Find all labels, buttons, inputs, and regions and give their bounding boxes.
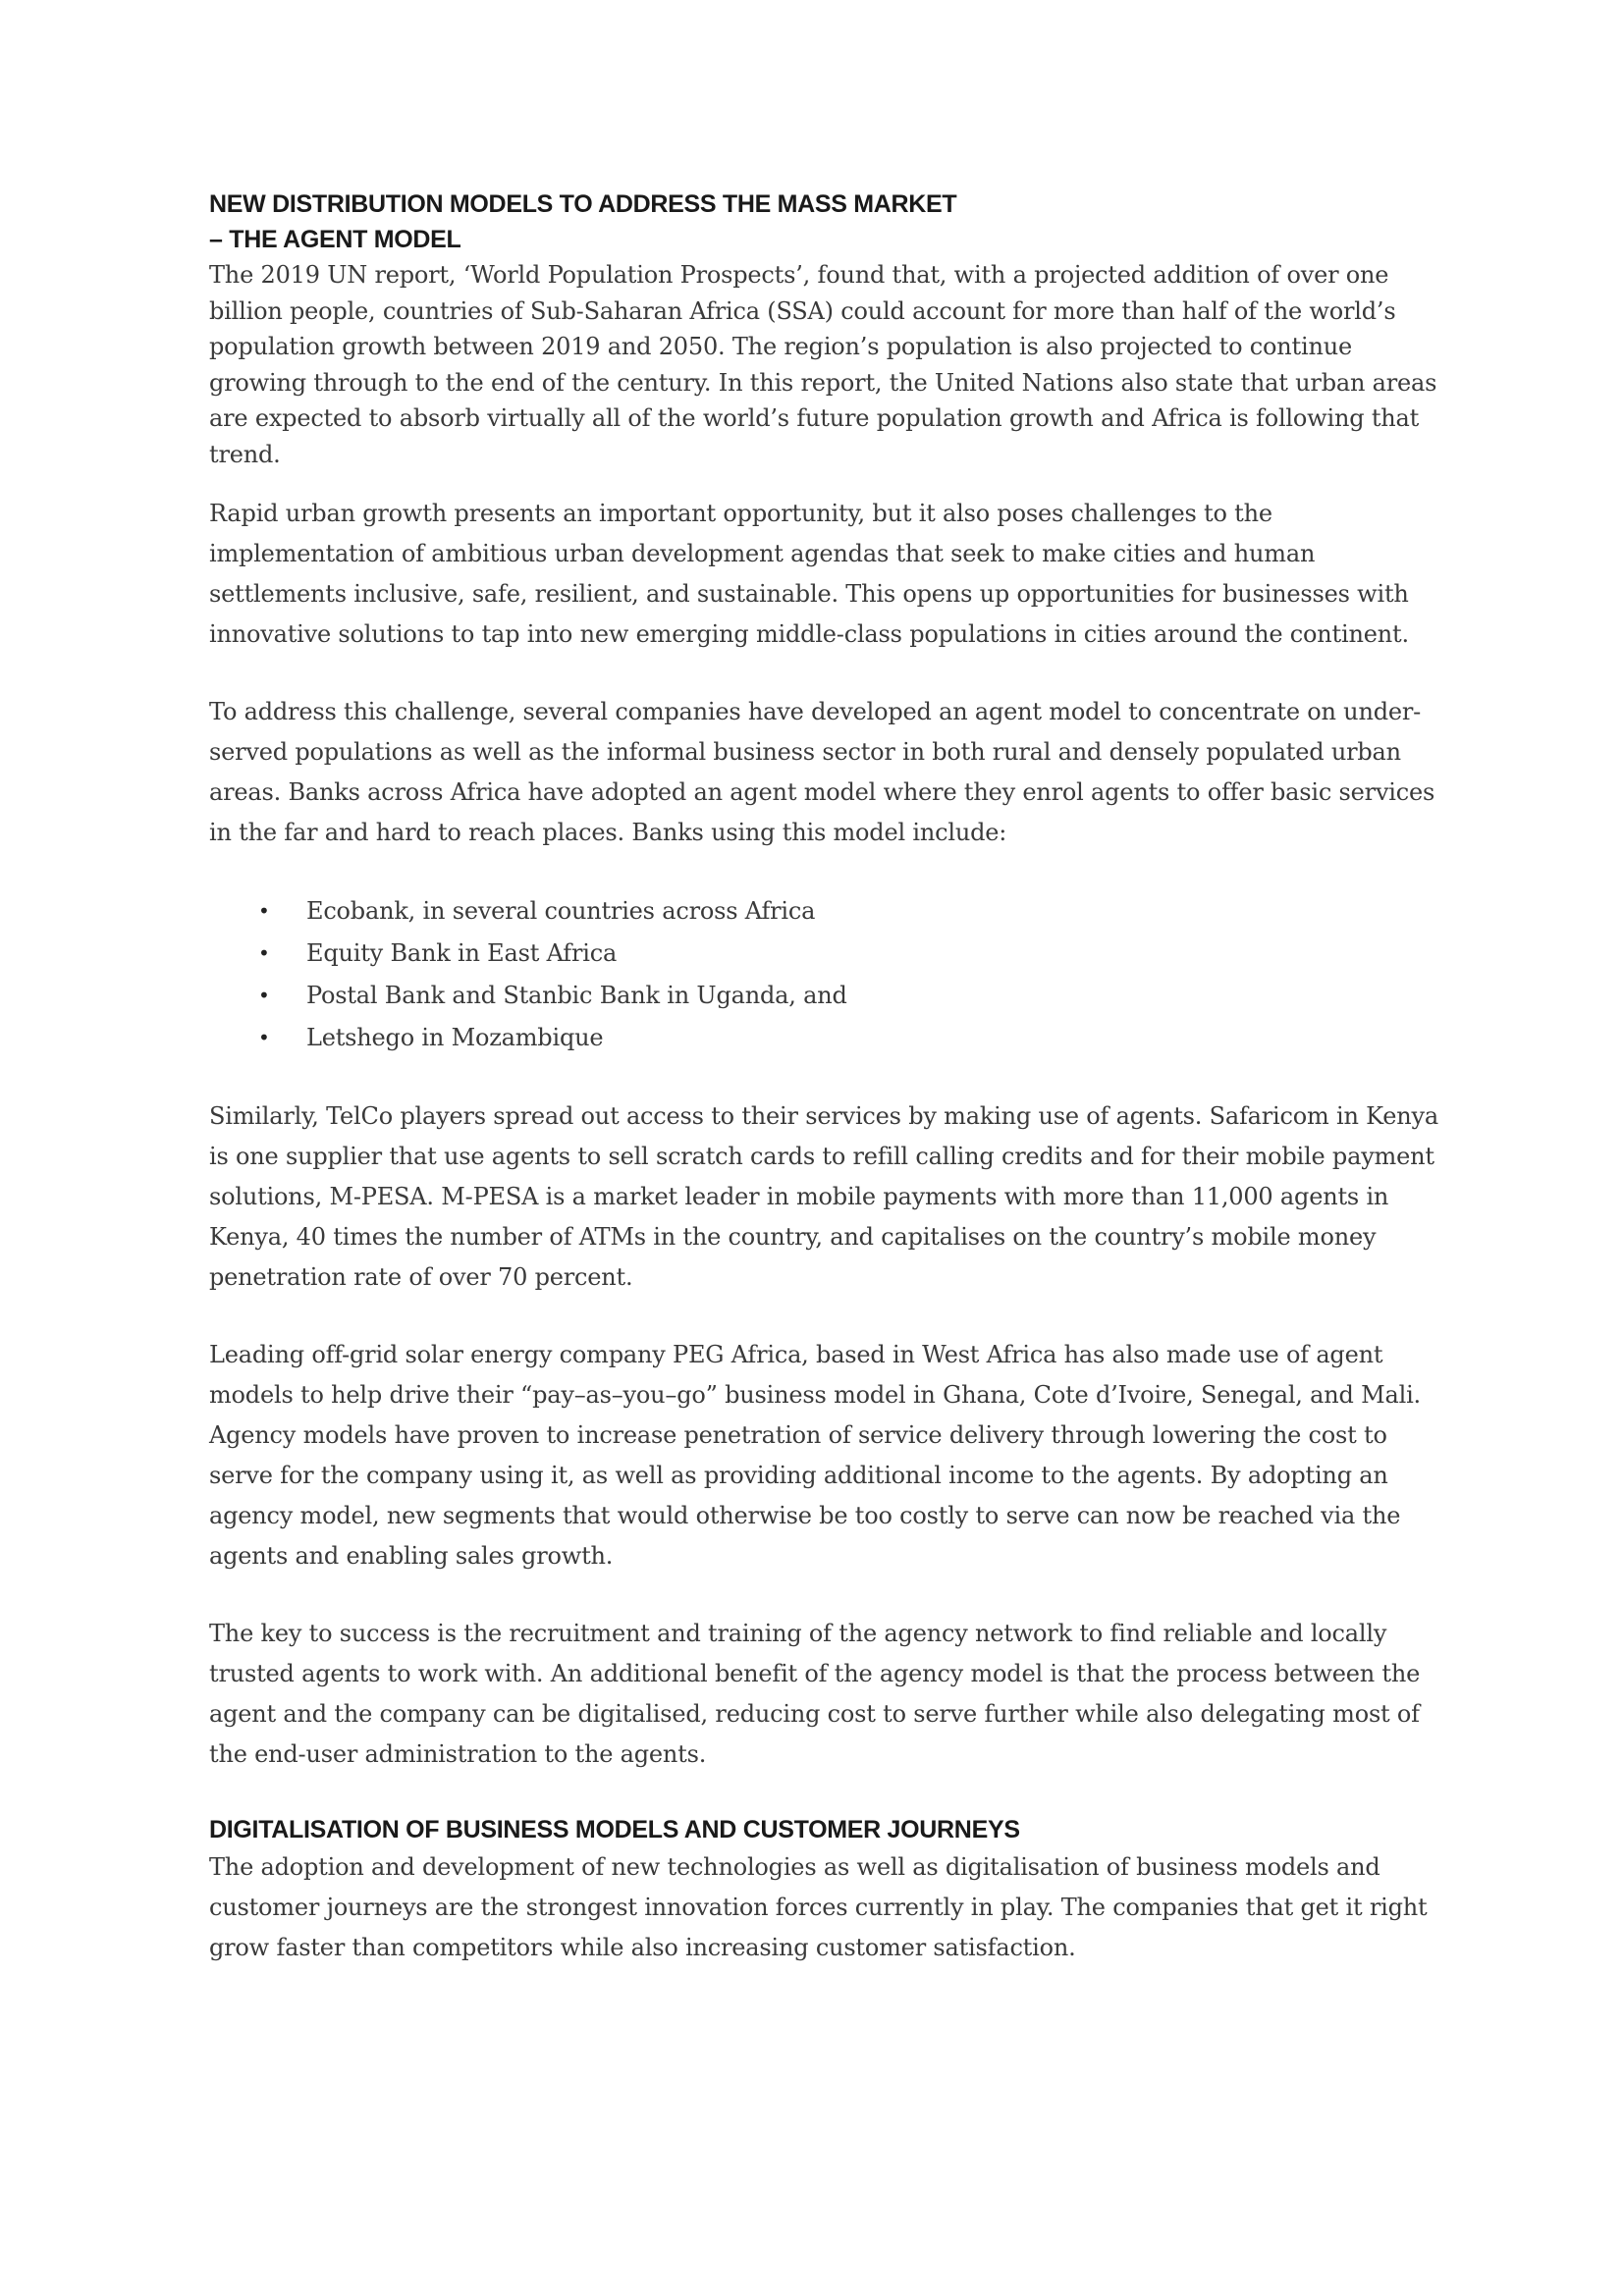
section-heading-digitalisation: DIGITALISATION OF BUSINESS MODELS AND CUSTOMER JOURNEYS — [209, 1816, 1020, 1843]
paragraph-peg-africa: Leading off-grid solar energy company PEG Africa, based in West Africa has also made use of agent models to help drive their “pay–as–you–go” business model in Ghana, Cote d’Ivoire, Senegal, and Mali. Agency models have proven to increase penetration of service delivery through lowering the cost to serve for the company using it, as well as providing additional income to the agents. By adopting an agency model, new segments that would otherwise be too costly to serve can now be reached via the agents and enabling sales growth. — [209, 1341, 1421, 1570]
section-heading-agent-model — [209, 187, 1446, 257]
paragraph-agent-model: To address this challenge, several companies have developed an agent model to concentrate on under-served populations as well as the informal business sector in both rural and densely populated urban areas. Banks across Africa have adopted an agent model where they enrol agents to offer basic services in the far and hard to reach places. Banks using this model include: — [209, 698, 1435, 846]
bullet-icon: • — [258, 984, 270, 1007]
bank-list — [209, 890, 1446, 1059]
heading-line-1: NEW DISTRIBUTION MODELS TO ADDRESS THE MASS MARKET — [209, 190, 957, 218]
heading-line-2: – THE AGENT MODEL — [209, 226, 461, 253]
bullet-icon: • — [258, 899, 270, 923]
paragraph-key-to-success: The key to success is the recruitment and training of the agency network to find reliable and locally trusted agents to work with. An additional benefit of the agency model is that the process between the agent and the company can be digitalised, reducing cost to serve further while also delegating most of the end-user administration to the agents. — [209, 1620, 1421, 1768]
list-item: • Ecobank, in several countries across Africa — [209, 890, 1446, 933]
list-item: • Equity Bank in East Africa — [209, 933, 1446, 975]
document-page — [209, 187, 1446, 1968]
paragraph-telco: Similarly, TelCo players spread out access to their services by making use of agents. Safaricom in Kenya is one supplier that use agents to sell scratch cards to refill calling credits and for their mobile payment solutions, M-PESA. M-PESA is a market leader in mobile payments with more than 11,000 agents in Kenya, 40 times the number of ATMs in the country, and capitalises on the country’s mobile money penetration rate of over 70 percent. — [209, 1102, 1438, 1291]
paragraph-population: The 2019 UN report, ‘World Population Prospects’, found that, with a projected addition of over one billion people, countries of Sub-Saharan Africa (SSA) could account for more than half of the world’s population growth between 2019 and 2050. The region’s population is also projected to continue growing through to the end of the century. In this report, the United Nations also state that urban areas are expected to absorb virtually all of the world’s future population growth and Africa is following that trend. — [209, 261, 1437, 468]
bullet-icon: • — [258, 1026, 270, 1049]
bullet-icon: • — [258, 941, 270, 965]
list-item: • Letshego in Mozambique — [209, 1017, 1446, 1059]
list-item: • Postal Bank and Stanbic Bank in Uganda, and — [209, 975, 1446, 1017]
paragraph-urban-growth: Rapid urban growth presents an important opportunity, but it also poses challenges to the implementation of ambitious urban development agendas that seek to make cities and human settlements inclusive, safe, resilient, and sustainable. This opens up opportunities for businesses with innovative solutions to tap into new emerging middle-class populations in cities around the continent. — [209, 500, 1409, 648]
paragraph-digitalisation: The adoption and development of new technologies as well as digitalisation of business models and customer journeys are the strongest innovation forces currently in play. The companies that get it right grow faster than competitors while also increasing customer satisfaction. — [209, 1853, 1428, 1961]
